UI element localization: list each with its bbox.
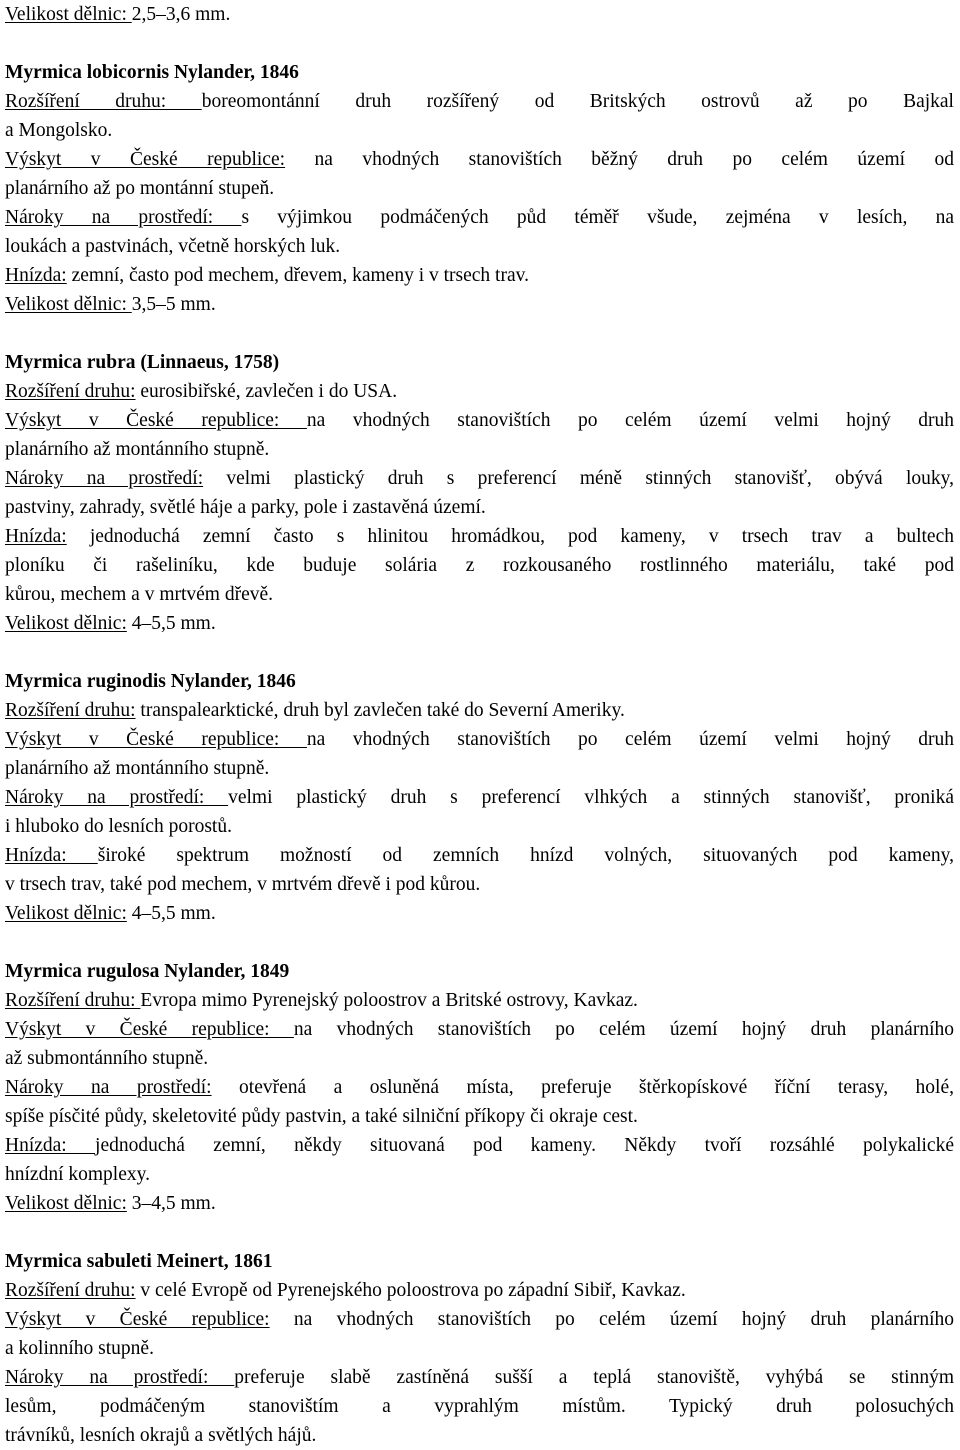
field-label: Výskyt v České republice:: [5, 1019, 294, 1040]
field-label: Nároky na prostředí:: [5, 1077, 212, 1098]
field-value: eurosibiřské, zavlečen i do USA.: [135, 381, 398, 402]
field-value: na vhodných stanovištích po celém území hojný druh planárního: [269, 1309, 954, 1330]
field-line: [5, 609, 954, 638]
field-value: boreomontánní druh rozšířený od Britských ostrovů až po Bajkal: [201, 91, 954, 112]
field-value: 4–5,5 mm.: [126, 613, 216, 634]
continuation-line: v trsech trav, také pod mechem, v mrtvém dřevě i pod kůrou.: [5, 874, 481, 895]
field-line: [5, 1015, 954, 1044]
field-value: v celé Evropě od Pyrenejského poloostrova po západní Sibiř, Kavkaz.: [135, 1280, 686, 1301]
continuation-line: a kolinního stupně.: [5, 1338, 154, 1359]
field-value: otevřená a osluněná místa, preferuje štěrkopískové říční terasy, holé,: [211, 1077, 954, 1098]
continuation-line: planárního až po montánní stupeň.: [5, 178, 275, 199]
field-line: [5, 899, 954, 928]
field-line: [5, 1363, 954, 1392]
continuation-line: kůrou, mechem a v mrtvém dřevě.: [5, 584, 274, 605]
species-heading: Myrmica rugulosa Nylander, 1849: [5, 961, 290, 982]
field-label: Rozšíření druhu:: [5, 91, 202, 112]
field-label: Hnízda:: [5, 265, 67, 286]
field-label: Hnízda:: [5, 1135, 96, 1156]
continuation-line: až submontánního stupně.: [5, 1048, 209, 1069]
field-line: [5, 203, 954, 232]
field-value: Evropa mimo Pyrenejský poloostrov a Britské ostrovy, Kavkaz.: [140, 990, 638, 1011]
field-line: [5, 87, 954, 116]
field-line: [5, 377, 954, 406]
field-value: jednoduchá zemní často s hlinitou hromádkou, pod kameny, v trsech trav a bultech: [66, 526, 954, 547]
field-line: [5, 841, 954, 870]
field-line: [5, 725, 954, 754]
field-line: [5, 1276, 954, 1305]
field-line: [5, 1305, 954, 1334]
continuation-line: a Mongolsko.: [5, 120, 113, 141]
field-line: [5, 1131, 954, 1160]
continuation-line: planárního až montánního stupně.: [5, 758, 270, 779]
field-label: Rozšíření druhu:: [5, 700, 136, 721]
field-label: Rozšíření druhu:: [5, 1280, 136, 1301]
field-label: Výskyt v České republice:: [5, 149, 286, 170]
field-label: Rozšíření druhu:: [5, 381, 136, 402]
field-line: [5, 261, 954, 290]
continuation-line: trávníků, lesních okrajů a světlých hájů.: [5, 1425, 317, 1446]
field-value: zemní, často pod mechem, dřevem, kameny i v trsech trav.: [66, 265, 529, 286]
continuation-line: pastviny, zahrady, světlé háje a parky, pole i zastavěná území.: [5, 497, 486, 518]
field-value: 4–5,5 mm.: [126, 903, 216, 924]
field-line: [5, 522, 954, 551]
field-value: na vhodných stanovištích po celém území hojný druh planárního: [293, 1019, 954, 1040]
field-line: [5, 464, 954, 493]
field-line: [5, 290, 954, 319]
field-line: [5, 696, 954, 725]
species-heading: Myrmica sabuleti Meinert, 1861: [5, 1251, 273, 1272]
continuation-line: loukách a pastvinách, včetně horských luk.: [5, 236, 341, 257]
field-value: na vhodných stanovištích po celém území velmi hojný druh: [306, 410, 954, 431]
species-heading: Myrmica ruginodis Nylander, 1846: [5, 671, 296, 692]
field-value: široké spektrum možností od zemních hnízd volných, situovaných pod kameny,: [97, 845, 954, 866]
continuation-line: ploníku či rašeliníku, kde buduje solária z rozkousaného rostlinného materiálu, také pod: [5, 555, 954, 576]
field-line: [5, 1073, 954, 1102]
field-label: Výskyt v České republice:: [5, 410, 307, 431]
field-value: velmi plastický druh s preferencí vlhkých a stinných stanovišť, proniká: [228, 787, 954, 808]
field-label: Velikost dělnic:: [5, 294, 132, 315]
field-label: Hnízda:: [5, 526, 67, 547]
field-label: Výskyt v České republice:: [5, 729, 307, 750]
field-label: Výskyt v České republice:: [5, 1309, 270, 1330]
field-label: Hnízda:: [5, 845, 98, 866]
field-value: 2,5–3,6 mm.: [131, 4, 231, 25]
field-value: s výjimkou podmáčených půd téměř všude, zejména v lesích, na: [241, 207, 954, 228]
field-value: na vhodných stanovištích po celém území velmi hojný druh: [306, 729, 954, 750]
field-value: velmi plastický druh s preferencí méně stinných stanovišť, obývá louky,: [203, 468, 954, 489]
field-line: [5, 986, 954, 1015]
field-label: Nároky na prostředí:: [5, 787, 229, 808]
species-heading: Myrmica rubra (Linnaeus, 1758): [5, 352, 280, 373]
field-value: transpalearktické, druh byl zavlečen také do Severní Ameriky.: [135, 700, 625, 721]
field-label: Nároky na prostředí:: [5, 207, 242, 228]
field-value: jednoduchá zemní, někdy situovaná pod kameny. Někdy tvoří rozsáhlé polykalické: [95, 1135, 954, 1156]
field-line: [5, 0, 954, 29]
field-line: [5, 783, 954, 812]
field-label: Rozšíření druhu:: [5, 990, 141, 1011]
field-label: Velikost dělnic:: [5, 613, 127, 634]
continuation-line: planárního až montánního stupně.: [5, 439, 270, 460]
field-value: na vhodných stanovištích běžný druh po celém území od: [285, 149, 954, 170]
continuation-line: hnízdní komplexy.: [5, 1164, 150, 1185]
field-value: 3–4,5 mm.: [126, 1193, 216, 1214]
field-line: [5, 145, 954, 174]
field-value: preferuje slabě zastíněná sušší a teplá stanoviště, vyhýbá se stinným: [234, 1367, 954, 1388]
field-label: Velikost dělnic:: [5, 903, 127, 924]
field-label: Velikost dělnic:: [5, 4, 132, 25]
field-label: Nároky na prostředí:: [5, 1367, 235, 1388]
continuation-line: i hluboko do lesních porostů.: [5, 816, 232, 837]
continuation-line: lesům, podmáčeným stanovištím a vyprahlým místům. Typický druh polosuchých: [5, 1396, 954, 1417]
continuation-line: spíše písčité půdy, skeletovité půdy pastvin, a také silniční příkopy či okraje cest.: [5, 1106, 638, 1127]
field-label: Nároky na prostředí:: [5, 468, 204, 489]
species-heading: Myrmica lobicornis Nylander, 1846: [5, 62, 299, 83]
field-line: [5, 1189, 954, 1218]
field-line: [5, 406, 954, 435]
field-label: Velikost dělnic:: [5, 1193, 127, 1214]
field-value: 3,5–5 mm.: [131, 294, 216, 315]
